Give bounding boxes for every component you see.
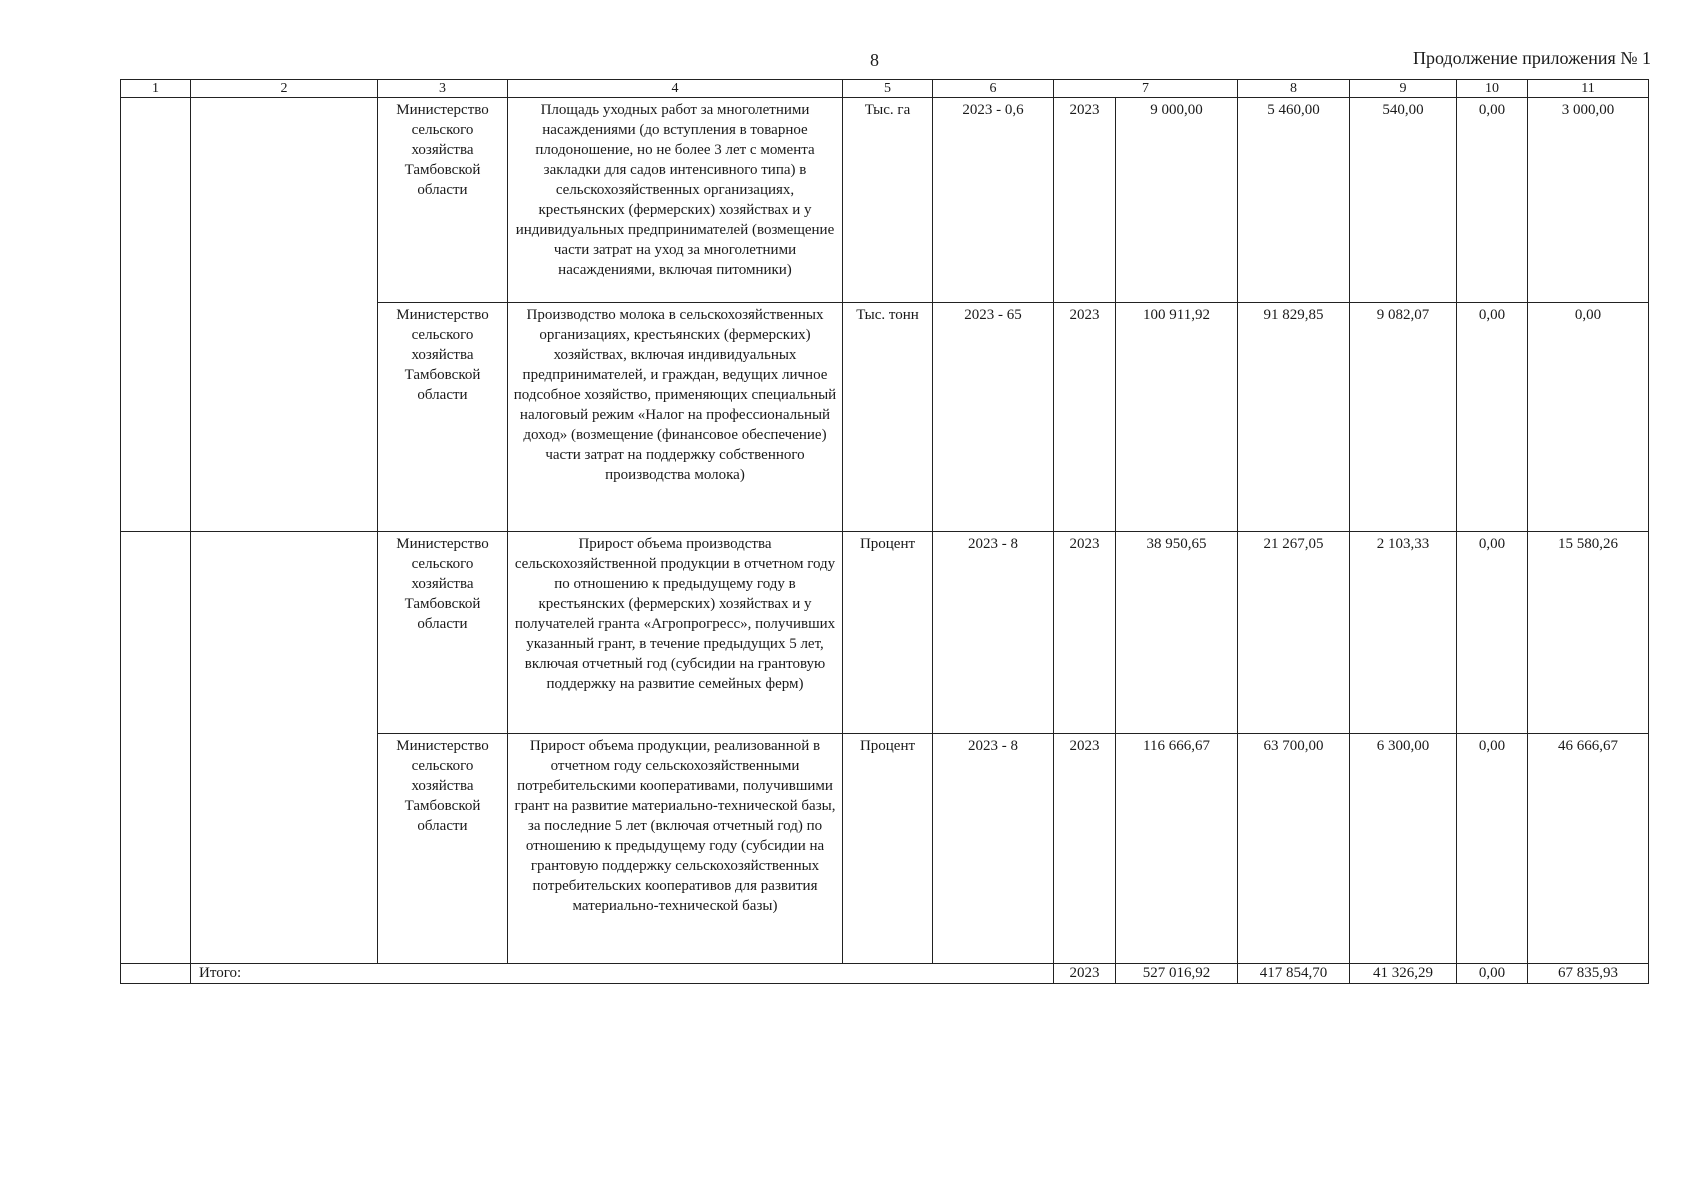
col11-cell: 46 666,67 [1528, 734, 1649, 964]
cell-col2 [191, 98, 378, 532]
col8-cell: 21 267,05 [1238, 532, 1350, 734]
col8-cell: 63 700,00 [1238, 734, 1350, 964]
description-cell: Производство молока в сельскохозяйственных организациях, крестьянских (фермерских) хозяйствах, включая индивидуальных предпринимателей, и граждан, ведущих личное подсобное хозяйство, применяющих специальный налоговый режим «Налог на профессиональный доход» (возмещение (финансовое обеспечение) части затрат на поддержку собственного производства молока) [508, 303, 843, 532]
header-cell: 9 [1350, 80, 1457, 98]
target-cell: 2023 - 65 [933, 303, 1054, 532]
col10-cell: 0,00 [1457, 532, 1528, 734]
annex-title: Продолжение приложения № 1 [1412, 48, 1651, 68]
total-cell: 116 666,67 [1116, 734, 1238, 964]
table-row [121, 98, 1649, 303]
totals-col10: 0,00 [1457, 964, 1528, 984]
total-cell: 100 911,92 [1116, 303, 1238, 532]
appendix-table [120, 79, 1649, 984]
totals-col9: 41 326,29 [1350, 964, 1457, 984]
totals-total: 527 016,92 [1116, 964, 1238, 984]
org-cell: Министерство сельского хозяйства Тамбовской области [378, 532, 508, 734]
unit-cell: Тыс. тонн [843, 303, 933, 532]
year-cell: 2023 [1054, 734, 1116, 964]
header-cell: 5 [843, 80, 933, 98]
col10-cell: 0,00 [1457, 98, 1528, 303]
col11-cell: 15 580,26 [1528, 532, 1649, 734]
col8-cell: 91 829,85 [1238, 303, 1350, 532]
cell-col1 [121, 964, 191, 984]
header-cell: 1 [121, 80, 191, 98]
org-cell: Министерство сельского хозяйства Тамбовской области [378, 303, 508, 532]
header-cell: 6 [933, 80, 1054, 98]
col9-cell: 6 300,00 [1350, 734, 1457, 964]
year-cell: 2023 [1054, 303, 1116, 532]
year-cell: 2023 [1054, 98, 1116, 303]
header-cell: 4 [508, 80, 843, 98]
cell-col1 [121, 98, 191, 532]
col11-cell: 0,00 [1528, 303, 1649, 532]
total-cell: 9 000,00 [1116, 98, 1238, 303]
description-cell: Прирост объема производства сельскохозяйственной продукции в отчетном году по отношению к предыдущему году в крестьянских (фермерских) хозяйствах и у получателей гранта «Агропрогресс», получивших указанный грант, в течение предыдущих 5 лет, включая отчетный год (субсидии на грантовую поддержку на развитие семейных ферм) [508, 532, 843, 734]
header-cell: 11 [1528, 80, 1649, 98]
header-cell: 8 [1238, 80, 1350, 98]
target-cell: 2023 - 0,6 [933, 98, 1054, 303]
col11-cell: 3 000,00 [1528, 98, 1649, 303]
header-cell: 10 [1457, 80, 1528, 98]
unit-cell: Тыс. га [843, 98, 933, 303]
year-cell: 2023 [1054, 532, 1116, 734]
target-cell: 2023 - 8 [933, 532, 1054, 734]
org-cell: Министерство сельского хозяйства Тамбовской области [378, 98, 508, 303]
col9-cell: 2 103,33 [1350, 532, 1457, 734]
col10-cell: 0,00 [1457, 734, 1528, 964]
col10-cell: 0,00 [1457, 303, 1528, 532]
col9-cell: 9 082,07 [1350, 303, 1457, 532]
description-cell: Площадь уходных работ за многолетними насаждениями (до вступления в товарное плодоношение, но не более 3 лет с момента закладки для садов интенсивного типа) в сельскохозяйственных организациях, крестьянских (фермерских) хозяйствах и у индивидуальных предпринимателей (возмещение части затрат на уход за многолетними насаждениями, включая питомники) [508, 98, 843, 303]
description-cell: Прирост объема продукции, реализованной в отчетном году сельскохозяйственными потребительскими кооперативами, получившими грант на развитие материально-технической базы, за последние 5 лет (включая отчетный год) по отношению к предыдущему году (субсидии на грантовую поддержку сельскохозяйственных потребительских кооперативов для развития материально-технической базы) [508, 734, 843, 964]
totals-year: 2023 [1054, 964, 1116, 984]
col8-cell: 5 460,00 [1238, 98, 1350, 303]
unit-cell: Процент [843, 532, 933, 734]
totals-col8: 417 854,70 [1238, 964, 1350, 984]
header-cell: 7 [1054, 80, 1238, 98]
header-cell: 2 [191, 80, 378, 98]
col9-cell: 540,00 [1350, 98, 1457, 303]
target-cell: 2023 - 8 [933, 734, 1054, 964]
totals-label: Итого: [191, 964, 1054, 984]
header-cell: 3 [378, 80, 508, 98]
totals-row [121, 964, 1649, 984]
org-cell: Министерство сельского хозяйства Тамбовской области [378, 734, 508, 964]
cell-col1 [121, 532, 191, 964]
total-cell: 38 950,65 [1116, 532, 1238, 734]
unit-cell: Процент [843, 734, 933, 964]
table-row [121, 532, 1649, 734]
totals-col11: 67 835,93 [1528, 964, 1649, 984]
header-row [121, 80, 1649, 98]
cell-col2 [191, 532, 378, 964]
page-number: 8 [870, 50, 879, 70]
